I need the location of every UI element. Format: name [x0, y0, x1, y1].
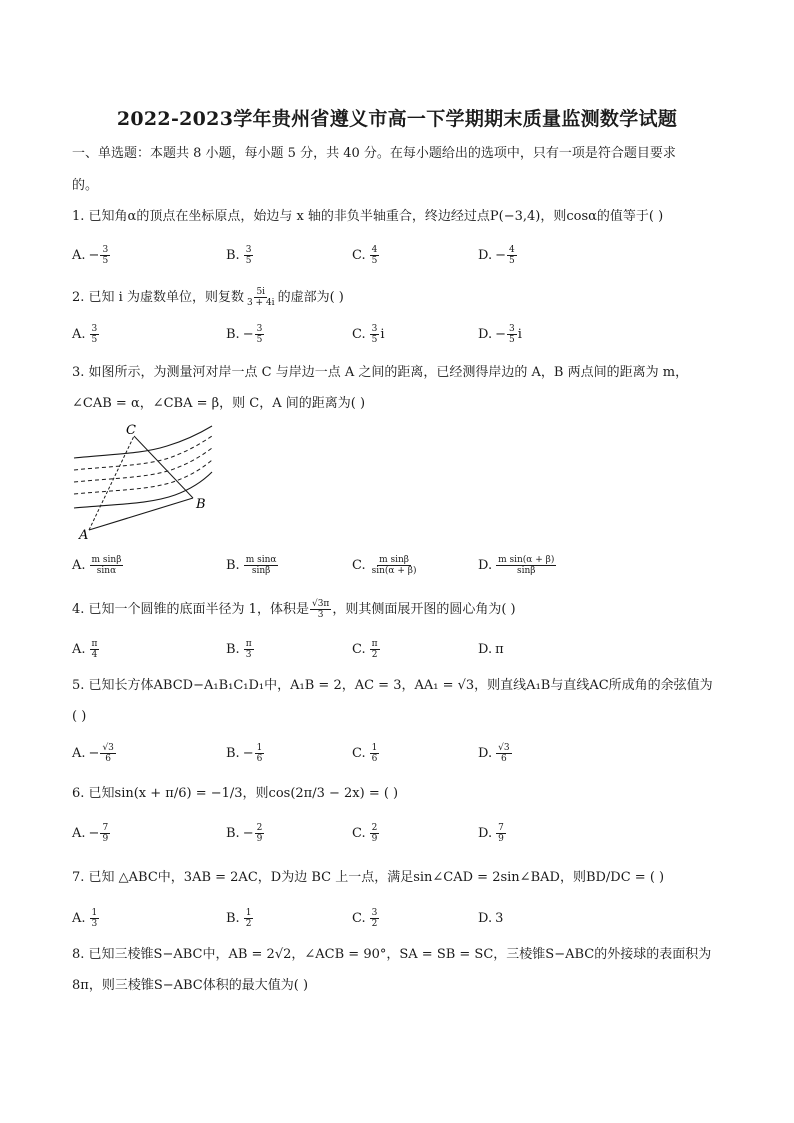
river-diagram-svg — [72, 418, 222, 542]
option-a: A. $\frac{3}{5}$ — [72, 323, 98, 345]
option-c: C. $\frac{2}{9}$ — [352, 822, 378, 844]
option-c: C. $\frac{3}{2}$ — [352, 907, 378, 929]
option-b: B. $\frac{3}{5}$ — [226, 244, 252, 266]
river-bank-near — [74, 472, 212, 508]
question-4-stem: 4. 已知一个圆锥的底面半径为 1，体积是 $\frac{√3\pi}{3}$ ，则其侧面展开图的圆心角为( ) — [72, 599, 516, 620]
question-8-stem-line-2: 8π，则三棱锥S−ABC体积的最大值为( ) — [72, 978, 309, 993]
fraction: $\frac{\text{m sinβ}}{\sin(\alpha + \beta)}$ — [371, 554, 417, 576]
question-5-stem-line-2: ( ) — [72, 709, 87, 724]
fraction: $\frac{\text{m sin(α + β)}}{\sin\beta}$ — [498, 554, 555, 576]
page-title: 2022-2023学年贵州省遵义市高一下学期期末质量监测数学试题 — [116, 108, 678, 130]
option-c: C. $\frac{4}{5}$ — [352, 244, 378, 266]
question-5-options — [72, 740, 752, 766]
section-heading-line-2: 的。 — [72, 178, 99, 193]
fraction: $\frac{2}{9}$ — [256, 822, 263, 844]
fraction: $\frac{3}{5}$ — [256, 323, 263, 345]
fraction: $\frac{4}{5}$ — [509, 244, 515, 266]
fraction: $\frac{√3}{6}$ — [102, 742, 114, 764]
fraction: $\frac{3}{2}$ — [371, 907, 378, 929]
river-dash-3 — [74, 460, 212, 494]
fraction: $\frac{\pi}{3}$ — [245, 638, 252, 660]
option-d: D. π — [478, 641, 504, 657]
label-c: C — [126, 423, 136, 438]
option-d: D. − $\frac{3}{5}$ i — [478, 323, 522, 345]
option-b: B. − $\frac{1}{6}$ — [226, 742, 263, 764]
fraction: $\frac{4}{5}$ — [371, 244, 378, 266]
question-3-stem-line-1: 3. 如图所示，为测量河对岸一点 C 与岸边一点 A 之间的距离，已经测得岸边的 A，B 两点间的距离为 m， — [72, 365, 689, 380]
option-a: A. $\frac{\text{m sinβ}}{\sin\alpha}$ — [72, 554, 122, 576]
option-b: B. $\frac{\text{m sinα}}{\sin\beta}$ — [226, 554, 277, 576]
option-c: C. $\frac{1}{6}$ — [352, 742, 378, 764]
question-8-stem-line-1: 8. 已知三棱锥S−ABC中，AB = 2√2，∠ACB = 90°，SA = SB = SC，三棱锥S−ABC的外接球的表面积为 — [72, 947, 712, 962]
fraction: $\frac{7}{9}$ — [498, 822, 504, 844]
fraction: $\frac{\text{m sinα}}{\sin\beta}$ — [245, 554, 277, 576]
question-3-options — [72, 552, 752, 578]
option-c: C. $\frac{\pi}{2}$ — [352, 638, 378, 660]
fraction: $\frac{1}{3}$ — [91, 907, 98, 929]
option-d: D. $\frac{\text{m sin(α + β)}}{\sin\beta}$ — [478, 554, 555, 576]
question-5-stem-line-1: 5. 已知长方体ABCD−A₁B₁C₁D₁中，A₁B = 2，AC = 3，AA₁ = √3，则直线A₁B与直线AC所成角的余弦值为 — [72, 678, 713, 693]
question-7-stem: 7. 已知 △ABC中，3AB = 2AC，D为边 BC 上一点，满足sin∠CAD = 2sin∠BAD，则BD/DC = ( ) — [72, 870, 665, 885]
river-diagram — [72, 418, 222, 542]
section-heading-line-1: 一、单选题：本题共 8 小题，每小题 5 分，共 40 分。在每小题给出的选项中，只有一项是符合题目要求 — [72, 146, 676, 161]
option-d: D. − $\frac{4}{5}$ — [478, 244, 515, 266]
fraction: $\frac{3}{5}$ — [91, 323, 98, 345]
fraction: $\frac{√3\pi}{3}$ — [311, 599, 330, 620]
fraction: $\frac{\pi}{4}$ — [91, 638, 98, 660]
option-b: B. $\frac{1}{2}$ — [226, 907, 252, 929]
option-a: A. $\frac{1}{3}$ — [72, 907, 98, 929]
question-2-stem: 2. 已知 i 为虚数单位，则复数 $\frac{5i}{3 + 4i}$ 的虚部为( ) — [72, 287, 344, 308]
segment-cb — [134, 436, 193, 498]
option-d: D. $\frac{7}{9}$ — [478, 822, 504, 844]
question-1-options — [72, 242, 752, 268]
option-b: B. − $\frac{3}{5}$ — [226, 323, 263, 345]
river-dash-1 — [74, 436, 212, 470]
option-b: B. − $\frac{2}{9}$ — [226, 822, 263, 844]
option-d: D. $\frac{√3}{6}$ — [478, 742, 510, 764]
fraction: $\frac{3}{5}$ — [371, 323, 378, 345]
segment-ac — [89, 436, 134, 530]
fraction: $\frac{1}{2}$ — [245, 907, 252, 929]
option-a: A. − $\frac{√3}{6}$ — [72, 742, 114, 764]
option-c: C. $\frac{3}{5}$ i — [352, 323, 385, 345]
fraction: $\frac{\text{m sinβ}}{\sin\alpha}$ — [91, 554, 122, 576]
question-6-options — [72, 820, 752, 846]
label-b: B — [196, 497, 206, 512]
question-7-options — [72, 905, 752, 931]
label-a: A — [79, 528, 89, 542]
fraction: $\frac{1}{6}$ — [371, 742, 378, 764]
fraction: $\frac{5i}{3 + 4i}$ — [246, 287, 275, 308]
river-bank-far — [74, 426, 212, 458]
fraction: $\frac{7}{9}$ — [102, 822, 109, 844]
fraction: $\frac{1}{6}$ — [256, 742, 263, 764]
question-1-stem: 1. 已知角α的顶点在坐标原点，始边与 x 轴的非负半轴重合，终边经过点P(−3,4)，则cosα的值等于( ) — [72, 209, 664, 224]
option-a: A. $\frac{\pi}{4}$ — [72, 638, 98, 660]
fraction: $\frac{3}{5}$ — [509, 323, 515, 345]
fraction: $\frac{3}{5}$ — [102, 244, 109, 266]
fraction: $\frac{2}{9}$ — [371, 822, 378, 844]
fraction: $\frac{\pi}{2}$ — [371, 638, 378, 660]
option-c: C. $\frac{\text{m sinβ}}{\sin(\alpha + \beta)}$ — [352, 554, 417, 576]
question-2-options — [72, 321, 752, 347]
option-a: A. − $\frac{7}{9}$ — [72, 822, 109, 844]
option-a: A. − $\frac{3}{5}$ — [72, 244, 109, 266]
option-d: D. 3 — [478, 910, 504, 926]
option-b: B. $\frac{\pi}{3}$ — [226, 638, 252, 660]
question-6-stem: 6. 已知sin(x + π/6) = −1/3，则cos(2π/3 − 2x) = ( ) — [72, 786, 399, 801]
fraction: $\frac{3}{5}$ — [245, 244, 252, 266]
question-4-options — [72, 636, 752, 662]
fraction: $\frac{√3}{6}$ — [498, 742, 510, 764]
river-dash-2 — [74, 448, 212, 482]
question-3-stem-line-2: ∠CAB = α，∠CBA = β，则 C，A 间的距离为( ) — [72, 396, 366, 411]
